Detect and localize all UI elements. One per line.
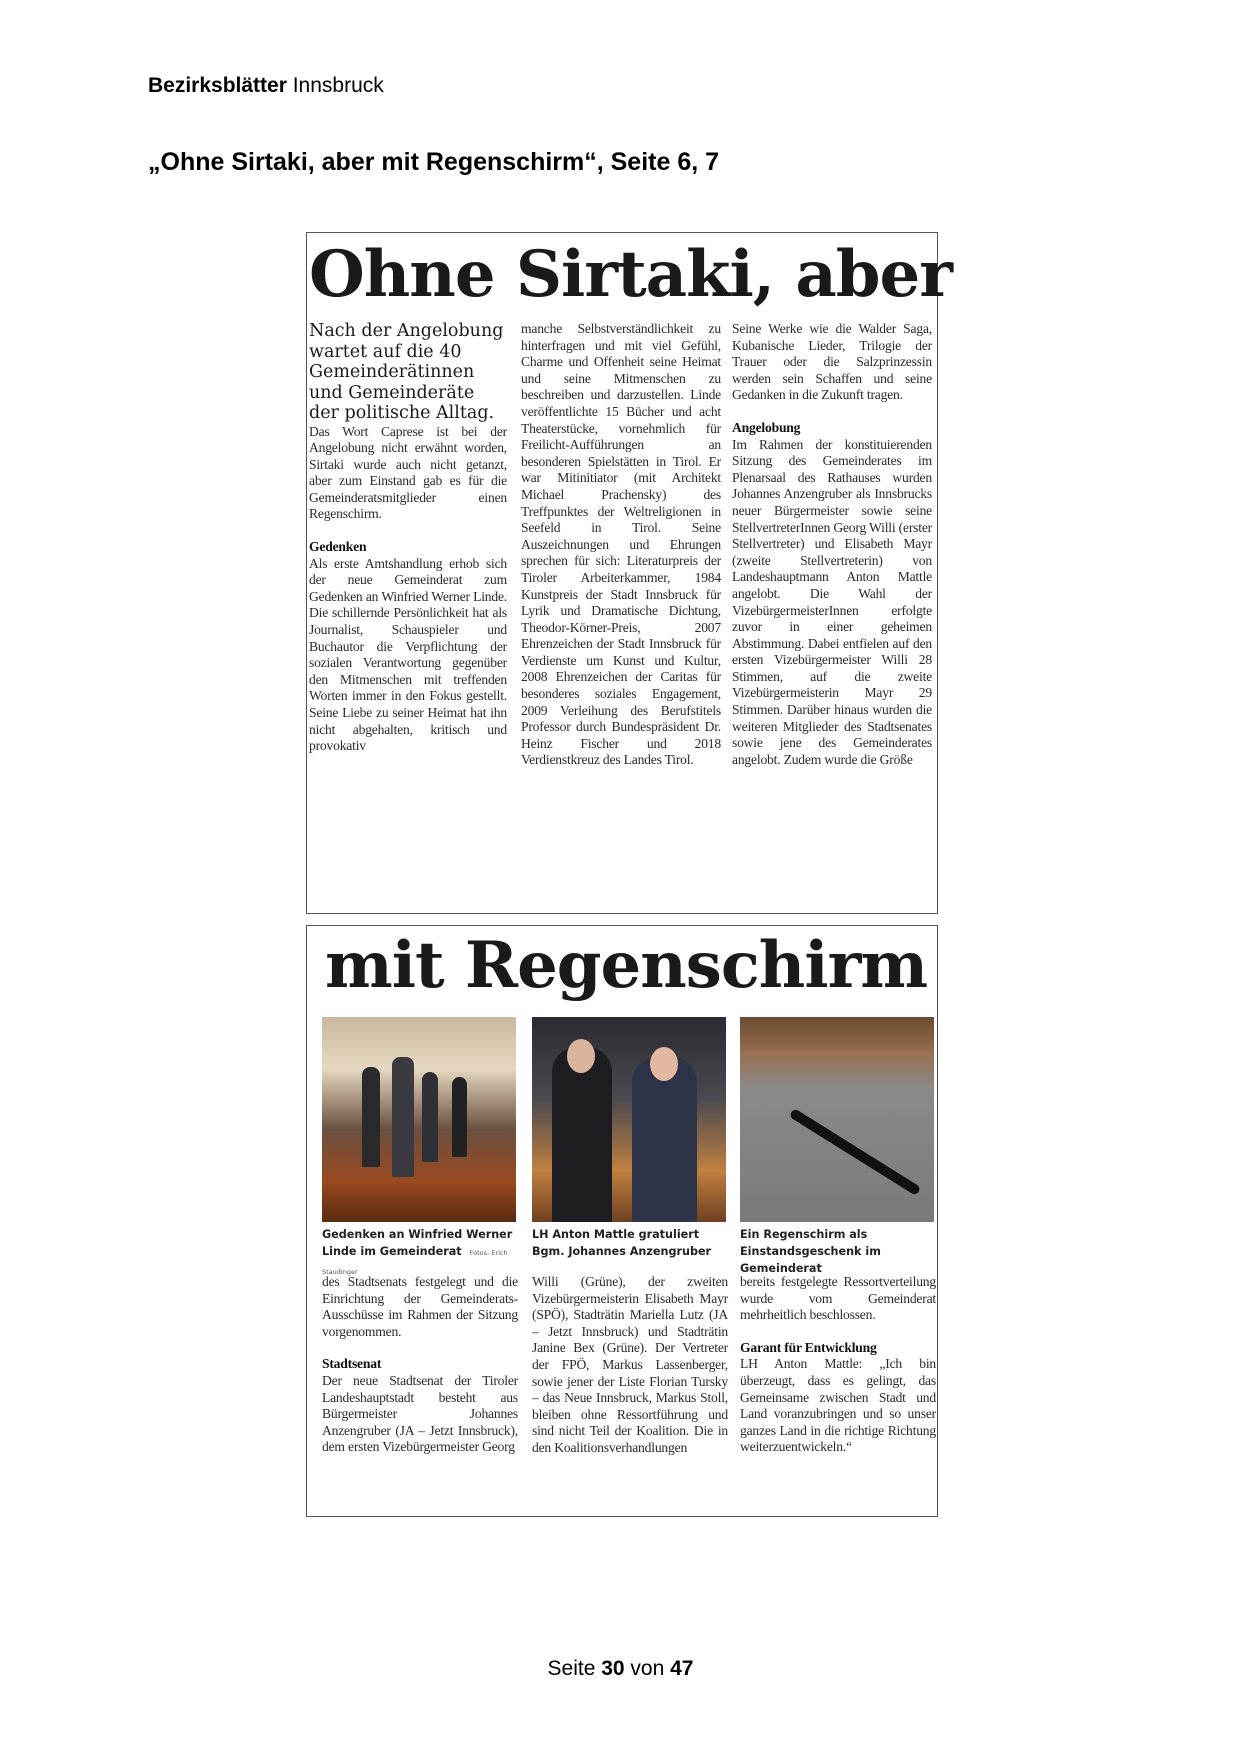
body-text: Seine Werke wie die Walder Saga, Kubanische Lieder, Trilogie der Trauer oder die Salzprinzessin werden sein Schaffen und seine Gedanken in die Zukunft tragen. <box>732 321 932 403</box>
photo-council-memorial <box>322 1017 516 1222</box>
umbrella-shape <box>789 1108 922 1196</box>
photo-caption: LH Anton Mattle gratuliert Bgm. Johannes Anzengruber <box>532 1228 712 1258</box>
person-figure <box>632 1057 697 1222</box>
subheading-angelobung: Angelobung <box>732 419 801 435</box>
column-6 <box>740 1274 936 1456</box>
clipping-title: „Ohne Sirtaki, aber mit Regenschirm“, Seite 6, 7 <box>148 148 720 176</box>
person-figure <box>452 1077 467 1157</box>
page-of: von <box>624 1657 671 1680</box>
body-text: Im Rahmen der konstituierenden Sitzung des Gemeinderates im Plenarsaal des Rathauses wurden Johannes Anzengruber als Innsbrucks neuer Bürgermeister sowie seine StellvertreterInnen Georg Willi (erster Stellvertreter) und Elisabeth Mayr (zweite Stellvertreterin) von Landeshauptmann Anton Mattle angelobt. Die Wahl der VizebürgermeisterInnen erfolgte zuvor in einer geheimen Abstimmung. Dabei entfielen auf den ersten Vizebürgermeister Willi 28 Stimmen, auf die zweite Vizebürgermeisterin Mayr 29 Stimmen. Darüber hinaus wurden die weiteren Mitglieder des Stadtsenates sowie jene des Gemeinderates angelobt. Zudem wurde die Größe <box>732 436 932 767</box>
page-label: Seite <box>547 1657 602 1680</box>
column-4 <box>322 1274 518 1456</box>
person-head <box>567 1039 595 1073</box>
column-5 <box>532 1274 728 1457</box>
person-head <box>650 1047 678 1081</box>
current-page: 30 <box>601 1657 625 1680</box>
person-figure <box>422 1072 438 1162</box>
body-text: bereits festgelegte Ressortverteilung wurde vom Gemeinderat mehrheitlich beschlossen. <box>740 1274 936 1323</box>
clipping-part-1 <box>306 232 952 914</box>
intro-text: Das Wort Caprese ist bei der Angelobung nicht erwähnt worden, Sirtaki wurde auch nicht getanzt, aber zum Einstand gab es für die Gemeinderatsmitglieder einen Regenschirm. <box>309 423 507 522</box>
publication-header <box>148 74 384 98</box>
body-text: Willi (Grüne), der zweiten Vizebürgermeisterin Elisabeth Mayr (SPÖ), Stadträtin Mariella Lutz (JA – Jetzt Innsbruck) und Stadträtin Janine Bex (Grüne). Der Vertreter der FPÖ, Markus Lassenberger, sowie jener der Liste Florian Tursky – das Neue Innsbruck, Markus Stoll, bleiben ohne Ressortführung und sind nicht Teil der Koalition. Die in den Koalitionsverhandlungen <box>532 1274 728 1455</box>
subheading-garant: Garant für Entwicklung <box>740 1339 877 1355</box>
photo-caption <box>322 1226 518 1281</box>
body-text: manche Selbstverständlichkeit zu hinterfragen und mit viel Gefühl, Charme und Offenheit seine Heimat und seine Mitmenschen zu beschreiben und darzustellen. Linde veröffentlichte 15 Bücher und acht Theaterstücke, vornehmlich für Freilicht-Aufführungen an besonderen Spielstätten in Tirol. Er war Mitinitiator (mit Architekt Michael Prachensky) des Treffpunktes der Weltreligionen in Seefeld in Tirol. Seine Auszeichnungen und Ehrungen sprechen für sich: Literaturpreis der Tiroler Arbeiterkammer, 1984 Kunstpreis der Stadt Innsbruck für Lyrik und Dramatische Dichtung, Theodor-Körner-Preis, 2007 Ehrenzeichen der Stadt Innsbruck für Verdienste um Kunst und Kultur, 2008 Ehrenzeichen der Caritas für besonderes soziales Engagement, 2009 Verleihung des Berufstitels Professor durch Bundespräsident Dr. Heinz Fischer und 2018 Verdienstkreuz des Landes Tirol. <box>521 321 721 768</box>
publication-name: Bezirksblätter <box>148 74 287 97</box>
column-2 <box>521 321 721 769</box>
photo-credit: Fotos: Erich Staudinger <box>322 1249 508 1276</box>
body-text: Als erste Amtshandlung erhob sich der neue Gemeinderat zum Gedenken an Winfried Werner Linde. Die schillernde Persönlichkeit hat als Journalist, Schauspieler und Buchautor die Verpflichtung der sozialen Verantwortung gegenüber den Mitmenschen mit treffenden Worten immer in den Fokus gestellt. Seine Liebe zu seiner Heimat hat ihn nicht abgehalten, kritisch und provokativ <box>309 555 507 754</box>
body-text: LH Anton Mattle: „Ich bin überzeugt, dass es gelingt, das Gemeinsame zwischen Stadt und Land voranzubringen und so unser ganzes Land in die richtige Richtung weiterzuentwickeln.“ <box>740 1356 936 1455</box>
photo-caption: Ein Regenschirm als Einstandsgeschenk im Gemeinderat <box>740 1228 881 1275</box>
person-figure <box>552 1047 612 1222</box>
subheading-stadtsenat: Stadtsenat <box>322 1356 382 1372</box>
page-number <box>0 1657 1241 1681</box>
column-1 <box>309 321 507 755</box>
lead-text: Nach der Angelobung wartet auf die 40 Gemeinderätinnen und Gemeinderäte der politische Alltag. <box>309 321 504 423</box>
person-figure <box>392 1057 414 1177</box>
body-text: des Stadtsenats festgelegt und die Einrichtung der Gemeinderats-Ausschüsse im Rahmen der Sitzung vorgenommen. <box>322 1274 518 1339</box>
photo-handshake <box>532 1017 726 1222</box>
body-text: Der neue Stadtsenat der Tiroler Landeshauptstadt besteht aus Bürgermeister Johannes Anzengruber (JA – Jetzt Innsbruck), dem ersten Vizebürgermeister Georg <box>322 1372 518 1455</box>
person-figure <box>362 1067 380 1167</box>
headline-top: Ohne Sirtaki, aber <box>309 237 952 312</box>
publication-city: Innsbruck <box>286 74 384 97</box>
total-pages: 47 <box>670 1657 694 1680</box>
column-3 <box>732 321 932 768</box>
caption-text: Gedenken an Winfried Werner Linde im Gemeinderat <box>322 1228 513 1258</box>
photo-umbrella-on-desk <box>740 1017 934 1222</box>
headline-bottom: mit Regenschirm <box>325 928 928 1003</box>
clipping-part-2 <box>306 925 938 1517</box>
subheading-gedenken: Gedenken <box>309 539 367 555</box>
